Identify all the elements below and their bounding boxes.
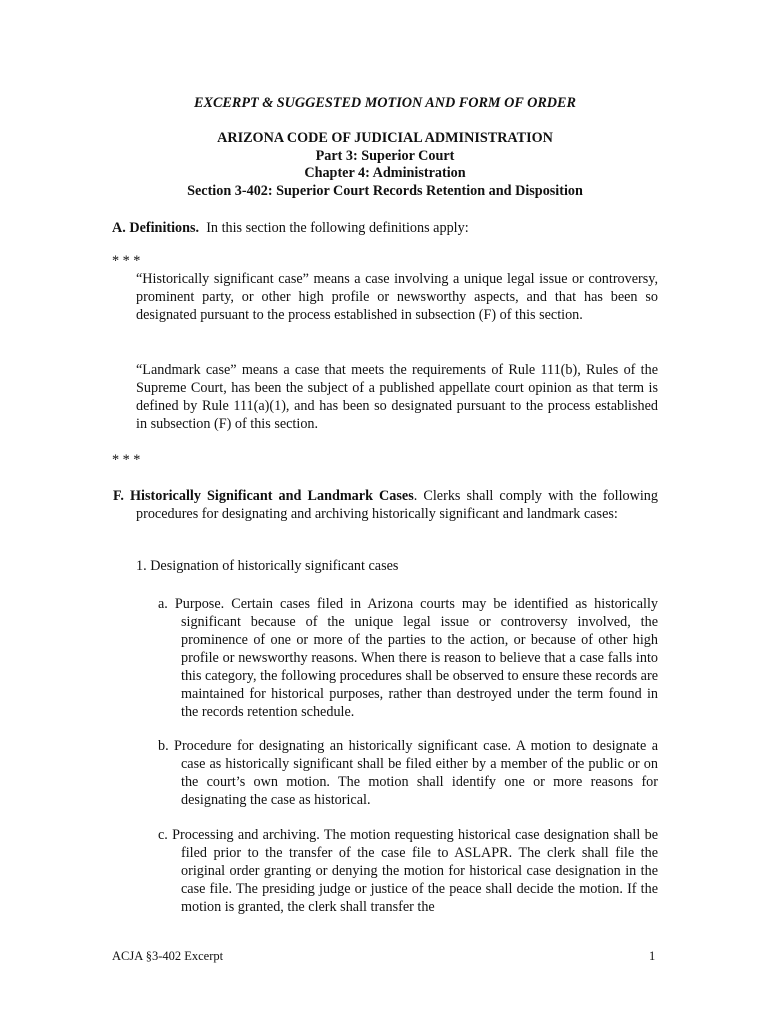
page-number: 1 xyxy=(649,949,656,963)
historically-significant-definition: “Historically significant case” means a case involving a unique legal issue or controversy, prominent party, or other high profile or newsworthy aspects, and that has been so designated pursuant to the process established in subsection (F) of this section. xyxy=(136,271,658,323)
heading-line-2: Part 3: Superior Court xyxy=(315,147,455,164)
footer-left: ACJA §3-402 Excerpt xyxy=(112,949,224,963)
heading-line-3: Chapter 4: Administration xyxy=(304,165,466,182)
section-a-label: A. Definitions. xyxy=(112,220,200,236)
heading-line-1: ARIZONA CODE OF JUDICIAL ADMINISTRATION xyxy=(217,130,553,146)
item-a-purpose: a. Purpose. Certain cases filed in Arizona courts may be identified as historically significant because of the unique legal issue or controversy involved, the prominence of one or more of the parties to the action, or because of other high profile or newsworthy reasons. When there is reason to believe that a case falls into this category, the following procedures shall be observed to ensure these records are maintained for historical purposes, rather than destroyed under the term found in the records retention schedule. xyxy=(158,596,658,720)
section-a-definitions xyxy=(112,220,469,237)
section-a-text: In this section the following definitions apply: xyxy=(206,220,469,236)
landmark-case-definition: “Landmark case” means a case that meets the requirements of Rule 111(b), Rules of the Supreme Court, has been the subject of a published appellate court opinion as that term is defined by Rule 111(a)(1), and has been so designated pursuant to the process established in subsection (F) of this section. xyxy=(136,362,658,432)
section-f-label: F. Historically Significant and Landmark Cases xyxy=(113,488,414,504)
section-f-text: . Clerks shall comply with the following procedures for designating and archiving historically significant and landmark cases: xyxy=(136,488,658,522)
item-1-heading: 1. Designation of historically significant cases xyxy=(136,558,399,574)
asterisks-separator-2: * * * xyxy=(112,452,141,468)
heading-line-4: Section 3-402: Superior Court Records Retention and Disposition xyxy=(187,182,583,199)
item-c-processing: c. Processing and archiving. The motion requesting historical case designation shall be filed prior to the transfer of the case file to ASLAPR. The clerk shall file the original order granting or denying the motion for historical case designation in the case file. The presiding judge or justice of the peace shall decide the motion. If the motion is granted, the clerk shall transfer the xyxy=(158,827,658,915)
asterisks-separator-1: * * * xyxy=(112,253,141,269)
document-title: EXCERPT & SUGGESTED MOTION AND FORM OF ORDER xyxy=(194,95,576,111)
section-f-paragraph xyxy=(113,487,658,523)
code-heading xyxy=(112,130,658,200)
item-b-procedure: b. Procedure for designating an historically significant case. A motion to designate a case as historically significant shall be filed either by a member of the public or on the court’s own motion. The motion shall identify one or more reasons for designating the case as historical. xyxy=(158,738,658,808)
